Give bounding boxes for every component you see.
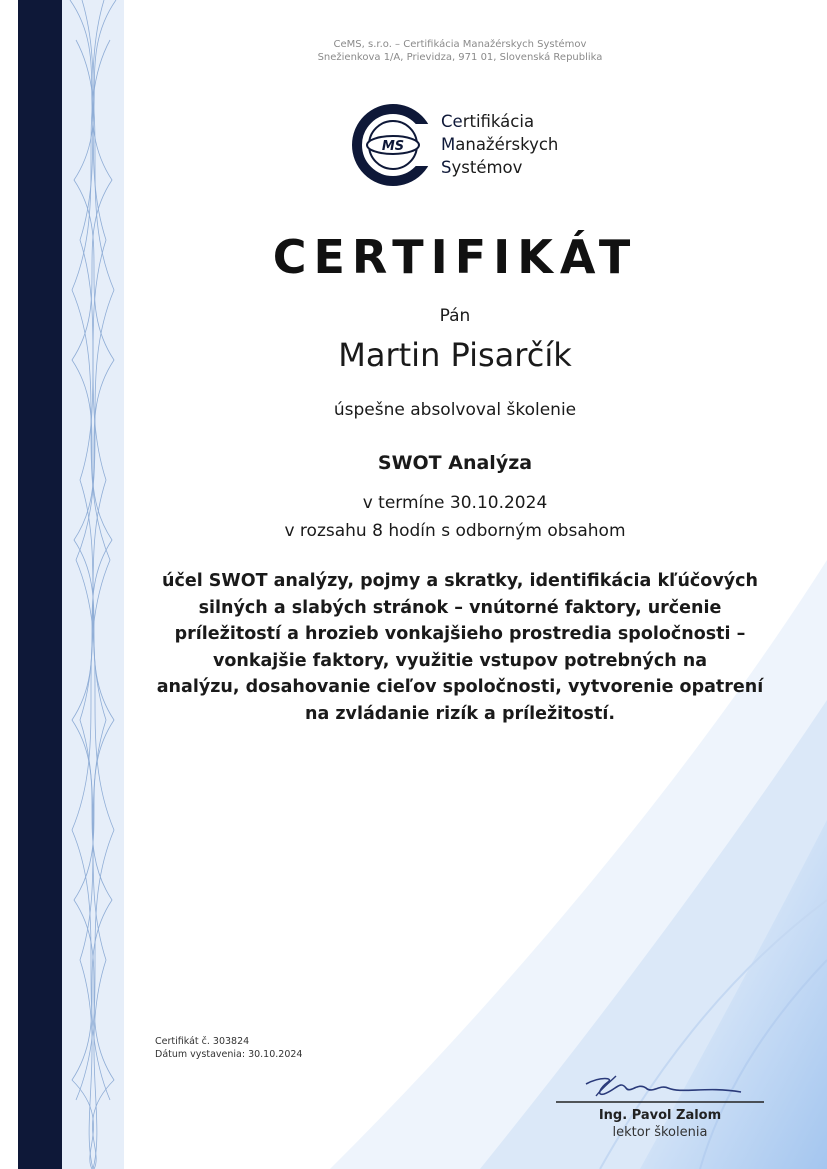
course-date: v termíne 30.10.2024 [362,493,548,513]
description-line: príležitostí a hrozieb vonkajšieho prostredia spoločnosti – [174,624,746,644]
left-navy-border [18,0,62,1169]
cems-logo [352,104,582,186]
certificate-title: CERTIFIKÁT [272,230,638,284]
logo-emblem [352,104,436,186]
logo-word3-rest: ystémov [451,158,523,177]
signatory-name: Ing. Pavol Zalom [598,1108,722,1123]
course-description [150,568,770,727]
description-line: na zvládanie rizík a príležitostí. [305,703,615,724]
description-line: účel SWOT analýzy, pojmy a skratky, identifikácia kľúčových [162,571,758,591]
logo-emblem-text: MS [381,139,405,154]
logo-word2-initial: M [441,135,456,154]
logo-word2-rest: anažérskych [455,135,559,154]
description-line: analýzu, dosahovanie cieľov spoločnosti, vytvorenie opatrení [156,677,764,697]
certificate-number: Certifikát č. 303824 [155,1036,250,1047]
salutation: Pán [439,306,471,326]
course-hours: v rozsahu 8 hodín s odborným obsahom [284,521,626,541]
logo-word1-rest: rtifikácia [462,112,535,131]
description-line: vonkajšie faktory, využitie vstupov potrebných na [212,650,708,671]
description-line: silných a slabých stránok – vnútorné faktory, určenie [198,597,722,618]
logo-wordmark [441,110,558,179]
signatory-role: lektor školenia [612,1125,708,1140]
issuer-header [230,38,690,64]
issue-date: Dátum vystavenia: 30.10.2024 [155,1049,303,1060]
issuer-address-line: Snežienkova 1/A, Prievidza, 971 01, Slovenská Republika [317,52,603,63]
course-title: SWOT Analýza [377,452,533,474]
guilloche-ribbon [62,0,124,1169]
logo-word3-initial: S [441,158,452,177]
completion-statement: úspešne absolvoval školenie [333,400,577,420]
issuer-name-line: CeMS, s.r.o. – Certifikácia Manažérskych Systémov [333,39,587,50]
recipient-name: Martin Pisarčík [338,336,572,374]
signature-graphic [556,1070,766,1110]
logo-word1-initials: Ce [441,112,463,131]
